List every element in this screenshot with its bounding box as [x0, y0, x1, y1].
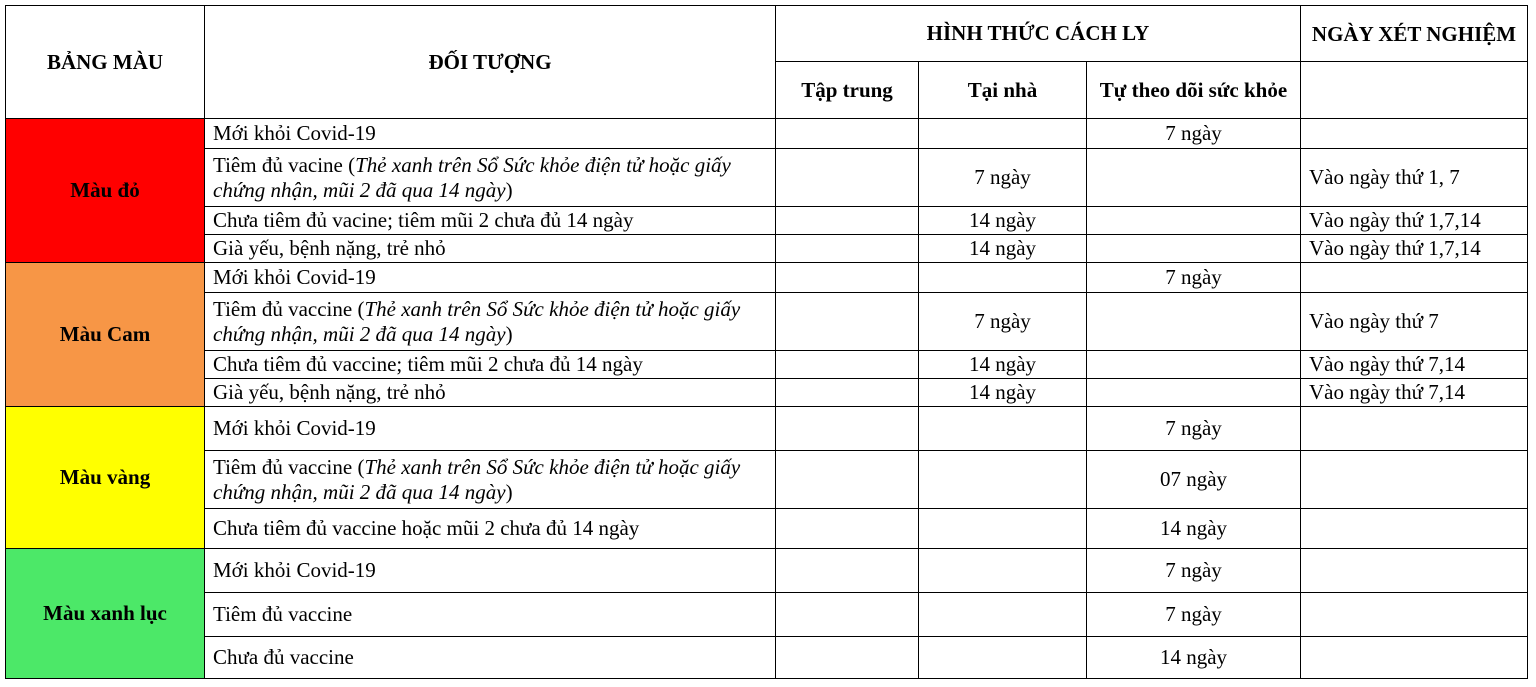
test-day-cell [1301, 451, 1528, 509]
at-home-cell: 7 ngày [919, 293, 1087, 351]
concentrated-cell [776, 207, 919, 235]
table-row [6, 293, 1528, 351]
table-row [6, 509, 1528, 549]
subject-text: Già yếu, bệnh nặng, trẻ nhỏ [213, 236, 446, 260]
at-home-cell [919, 263, 1087, 293]
test-day-cell [1301, 509, 1528, 549]
table-row [6, 637, 1528, 679]
table-body [6, 119, 1528, 679]
table-row [6, 549, 1528, 593]
subject-cell [205, 351, 776, 379]
table-row [6, 235, 1528, 263]
header-subject: ĐỐI TƯỢNG [205, 6, 776, 119]
self-monitor-cell [1087, 379, 1301, 407]
self-monitor-cell: 07 ngày [1087, 451, 1301, 509]
subject-note: Thẻ xanh trên Sổ Sức khỏe điện tử hoặc giấy chứng nhận, mũi 2 đã qua 14 ngày [213, 296, 741, 346]
test-day-cell: Vào ngày thứ 7 [1301, 293, 1528, 351]
subject-text: Già yếu, bệnh nặng, trẻ nhỏ [213, 380, 446, 404]
at-home-cell [919, 119, 1087, 149]
at-home-cell: 7 ngày [919, 149, 1087, 207]
subject-cell [205, 593, 776, 637]
table-row [6, 593, 1528, 637]
concentrated-cell [776, 407, 919, 451]
at-home-cell [919, 509, 1087, 549]
test-day-cell: Vào ngày thứ 7,14 [1301, 379, 1528, 407]
subject-note: Thẻ xanh trên Sổ Sức khỏe điện tử hoặc giấy chứng nhận, mũi 2 đã qua 14 ngày [213, 152, 731, 202]
color-group-cell: Màu xanh lục [6, 549, 205, 679]
self-monitor-cell: 7 ngày [1087, 263, 1301, 293]
table-row [6, 263, 1528, 293]
color-group-cell: Màu Cam [6, 263, 205, 407]
subject-text: Chưa tiêm đủ vacine; tiêm mũi 2 chưa đủ 14 ngày [213, 208, 634, 232]
table-row [6, 379, 1528, 407]
subject-tail: ) [505, 321, 513, 346]
color-group-cell: Màu vàng [6, 407, 205, 549]
subject-note: Thẻ xanh trên Sổ Sức khỏe điện tử hoặc giấy chứng nhận, mũi 2 đã qua 14 ngày [213, 454, 741, 504]
subject-text: Mới khỏi Covid-19 [213, 121, 376, 145]
self-monitor-cell [1087, 235, 1301, 263]
self-monitor-cell [1087, 351, 1301, 379]
self-monitor-cell: 14 ngày [1087, 509, 1301, 549]
at-home-cell: 14 ngày [919, 207, 1087, 235]
concentrated-cell [776, 235, 919, 263]
test-day-cell [1301, 263, 1528, 293]
concentrated-cell [776, 549, 919, 593]
at-home-cell [919, 637, 1087, 679]
at-home-cell [919, 407, 1087, 451]
self-monitor-cell: 7 ngày [1087, 407, 1301, 451]
quarantine-table [5, 5, 1528, 679]
table-row [6, 149, 1528, 207]
concentrated-cell [776, 351, 919, 379]
table-row [6, 451, 1528, 509]
table-row [6, 407, 1528, 451]
at-home-cell: 14 ngày [919, 351, 1087, 379]
at-home-cell [919, 549, 1087, 593]
subject-cell [205, 293, 776, 351]
subject-text: Chưa tiêm đủ vaccine; tiêm mũi 2 chưa đủ 14 ngày [213, 352, 643, 376]
header-concentrated: Tập trung [776, 62, 919, 119]
subject-text: Chưa đủ vaccine [213, 645, 354, 669]
subject-text: Chưa tiêm đủ vaccine hoặc mũi 2 chưa đủ 14 ngày [213, 516, 640, 540]
test-day-cell: Vào ngày thứ 7,14 [1301, 351, 1528, 379]
subject-tail: ) [505, 177, 513, 202]
subject-cell [205, 149, 776, 207]
self-monitor-cell [1087, 149, 1301, 207]
subject-text: Tiêm đủ vaccine ( [213, 296, 365, 321]
at-home-cell: 14 ngày [919, 235, 1087, 263]
self-monitor-cell: 7 ngày [1087, 119, 1301, 149]
concentrated-cell [776, 509, 919, 549]
concentrated-cell [776, 263, 919, 293]
header-self-monitor: Tự theo dõi sức khỏe [1087, 62, 1301, 119]
header-test-days: NGÀY XÉT NGHIỆM [1301, 6, 1528, 62]
table-row [6, 207, 1528, 235]
header-at-home: Tại nhà [919, 62, 1087, 119]
subject-text: Mới khỏi Covid-19 [213, 416, 376, 440]
test-day-cell: Vào ngày thứ 1, 7 [1301, 149, 1528, 207]
subject-cell [205, 235, 776, 263]
concentrated-cell [776, 379, 919, 407]
subject-cell [205, 119, 776, 149]
at-home-cell: 14 ngày [919, 379, 1087, 407]
self-monitor-cell: 7 ngày [1087, 593, 1301, 637]
subject-text: Tiêm đủ vaccine ( [213, 454, 365, 479]
test-day-cell [1301, 407, 1528, 451]
at-home-cell [919, 593, 1087, 637]
subject-cell [205, 549, 776, 593]
self-monitor-cell: 14 ngày [1087, 637, 1301, 679]
self-monitor-cell [1087, 293, 1301, 351]
test-day-cell [1301, 119, 1528, 149]
subject-cell [205, 407, 776, 451]
at-home-cell [919, 451, 1087, 509]
self-monitor-cell [1087, 207, 1301, 235]
subject-cell [205, 207, 776, 235]
color-group-cell: Màu đỏ [6, 119, 205, 263]
subject-tail: ) [505, 479, 513, 504]
subject-cell [205, 509, 776, 549]
concentrated-cell [776, 637, 919, 679]
subject-cell [205, 379, 776, 407]
subject-cell [205, 451, 776, 509]
subject-text: Mới khỏi Covid-19 [213, 265, 376, 289]
self-monitor-cell: 7 ngày [1087, 549, 1301, 593]
concentrated-cell [776, 451, 919, 509]
header-test-days-empty [1301, 62, 1528, 119]
subject-text: Tiêm đủ vacine ( [213, 152, 356, 177]
table-row [6, 119, 1528, 149]
concentrated-cell [776, 293, 919, 351]
header-color-table: BẢNG MÀU [6, 6, 205, 119]
subject-cell [205, 637, 776, 679]
concentrated-cell [776, 119, 919, 149]
concentrated-cell [776, 593, 919, 637]
test-day-cell [1301, 549, 1528, 593]
test-day-cell: Vào ngày thứ 1,7,14 [1301, 207, 1528, 235]
concentrated-cell [776, 149, 919, 207]
test-day-cell: Vào ngày thứ 1,7,14 [1301, 235, 1528, 263]
subject-text: Tiêm đủ vaccine [213, 602, 353, 626]
table-row [6, 351, 1528, 379]
header-isolation-form: HÌNH THỨC CÁCH LY [776, 6, 1301, 62]
test-day-cell [1301, 637, 1528, 679]
test-day-cell [1301, 593, 1528, 637]
subject-cell [205, 263, 776, 293]
subject-text: Mới khỏi Covid-19 [213, 558, 376, 582]
